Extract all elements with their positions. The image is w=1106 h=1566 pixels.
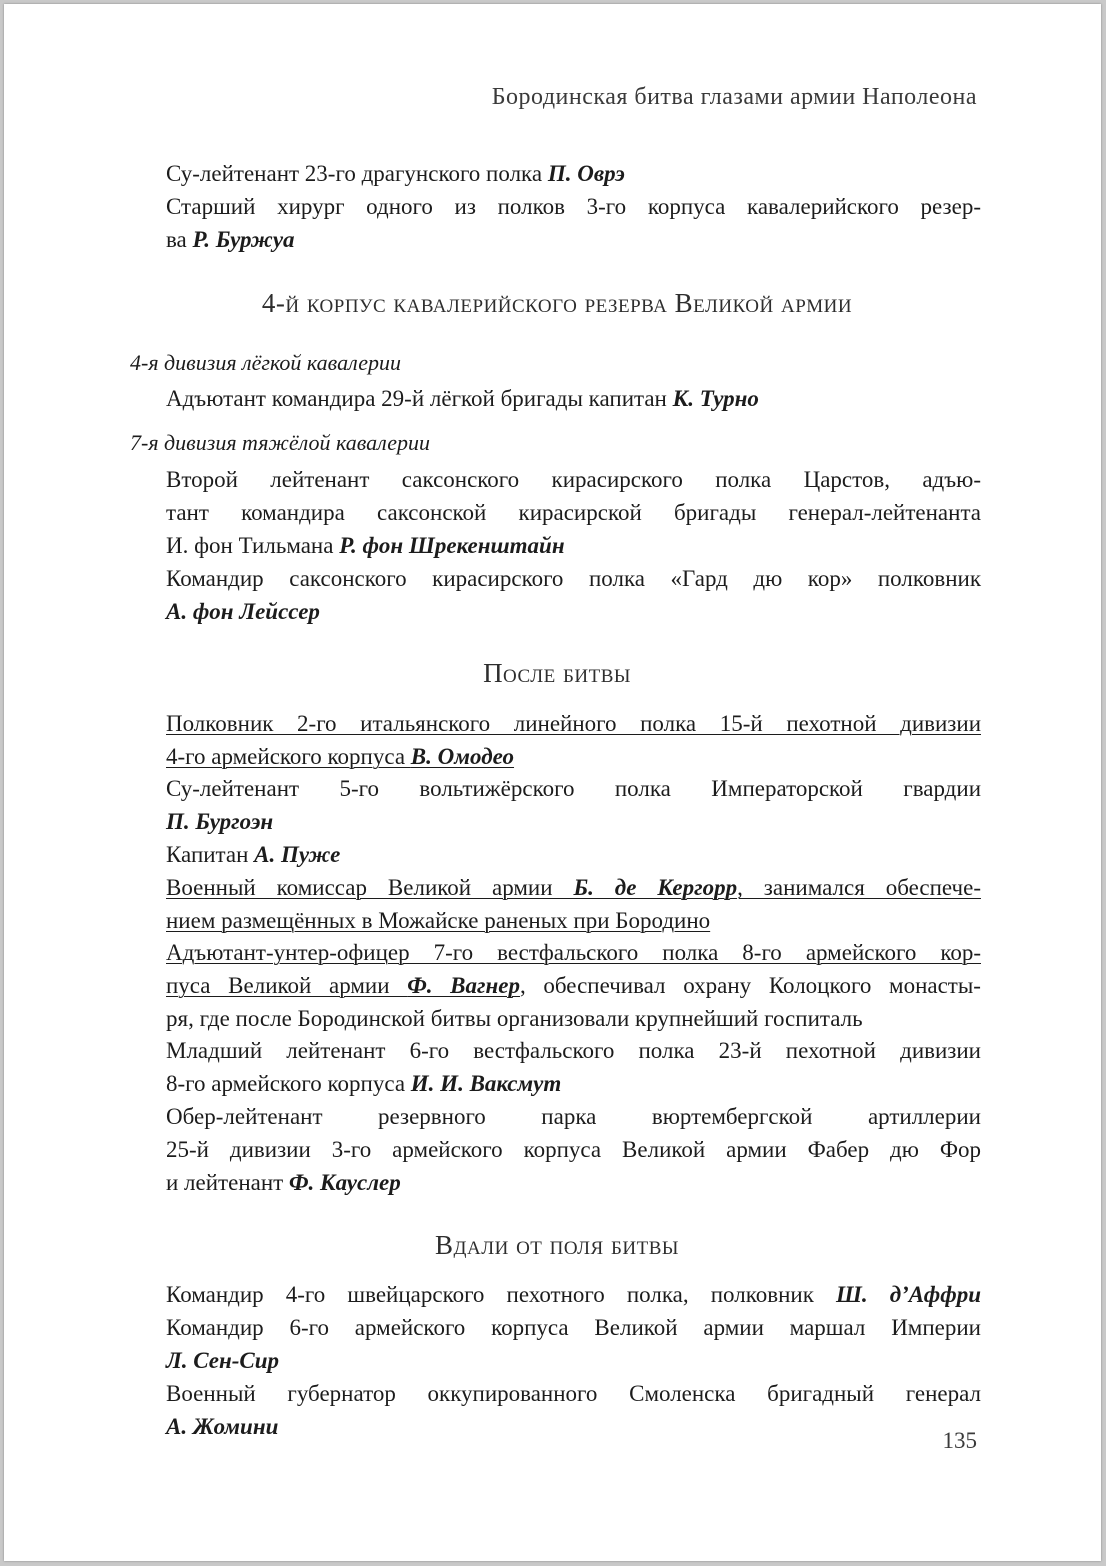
person-name: Л. Сен-Сир [166, 1348, 280, 1373]
entry-burgoen: Су-лейтенант 5-го вольтижёрского полка Императорской гвардии П. Бургоэн [166, 772, 981, 838]
entry-vaksmut: Младший лейтенант 6-го вестфальского полка 23-й пехотной дивизии 8-го армейского корпуса И. И. Ваксмут [166, 1038, 981, 1096]
person-name: А. фон Лейссер [166, 599, 320, 624]
person-name: А. Пуже [254, 842, 341, 867]
page-number: 135 [942, 1428, 977, 1453]
entry-zhomini: Военный губернатор оккупированного Смоленска бригадный генерал А. Жомини [166, 1377, 981, 1443]
entry-kausler: Обер-лейтенант резервного парка вюртембергской артиллерии 25-й дивизии 3-го армейского корпуса Великой армии Фабер дю Фор и лейтенант Ф. Кауслер [166, 1104, 981, 1195]
person-name: Р. Буржуа [192, 227, 295, 252]
entry-shrekenshtain: Второй лейтенант саксонского кирасирского полка Царстов, адъю- тант командира саксонской кирасирской бригады генерал-лейтенанта И. фон Тильмана Р. фон Шрекенштайн [166, 467, 981, 558]
running-head: Бородинская битва глазами армии Наполеона [491, 84, 977, 110]
person-name: К. Турно [672, 386, 759, 411]
entry-ovre: Су-лейтенант 23-го драгунского полка П. Оврэ [166, 161, 625, 186]
subsection-4th-light-cavalry: 4-я дивизия лёгкой кавалерии [130, 350, 401, 375]
entry-turno: Адъютант командира 29-й лёгкой бригады капитан К. Турно [166, 386, 759, 411]
section-title-4th-corps: 4-й корпус кавалерийского резерва Великой армии [261, 288, 853, 318]
book-page [4, 4, 1101, 1561]
person-name: В. Омодео [410, 744, 515, 769]
section-title-after-battle: После битвы [483, 658, 631, 688]
entry-daffri: Командир 4-го швейцарского пехотного полка, полковник Ш. д’Аффри [166, 1282, 981, 1307]
person-name: Ф. Кауслер [288, 1170, 401, 1195]
entry-burzhua: Старший хирург одного из полков 3-го корпуса кавалерийского резер- ва Р. Буржуа [166, 194, 981, 252]
section-title-far-from-field: Вдали от поля битвы [435, 1230, 679, 1260]
subsection-7th-heavy-cavalry: 7-я дивизия тяжёлой кавалерии [130, 430, 431, 455]
entry-puzhe: Капитан А. Пуже [166, 842, 341, 867]
entry-sen-sir: Командир 6-го армейского корпуса Великой армии маршал Империи Л. Сен-Сир [166, 1311, 981, 1377]
entry-kergorr: Военный комиссар Великой армии Б. де Кергорр, занимался обеспече- нием размещённых в Можайске раненых при Бородино [166, 875, 981, 933]
person-name: А. Жомини [166, 1414, 279, 1439]
person-name: П. Оврэ [547, 161, 625, 186]
person-name: Ф. Вагнер [407, 973, 520, 998]
entry-omodeo: Полковник 2-го итальянского линейного полка 15-й пехотной дивизии 4-го армейского корпуса В. Омодео [166, 711, 981, 769]
entry-leisser: Командир саксонского кирасирского полка «Гард дю кор» полковник А. фон Лейссер [166, 562, 981, 628]
person-name: Р. фон Шрекенштайн [339, 533, 565, 558]
person-name: И. И. Ваксмут [410, 1071, 562, 1096]
person-name: Ш. д’Аффри [835, 1282, 981, 1307]
person-name: П. Бургоэн [166, 809, 274, 834]
person-name: Б. де Кергорр [573, 875, 738, 900]
entry-vagner: Адъютант-унтер-офицер 7-го вестфальского полка 8-го армейского кор- пуса Великой армии Ф. Вагнер, обеспечивал охрану Колоцкого монасты- ря, где после Бородинской битвы организовали крупнейший госпиталь [166, 940, 981, 1031]
